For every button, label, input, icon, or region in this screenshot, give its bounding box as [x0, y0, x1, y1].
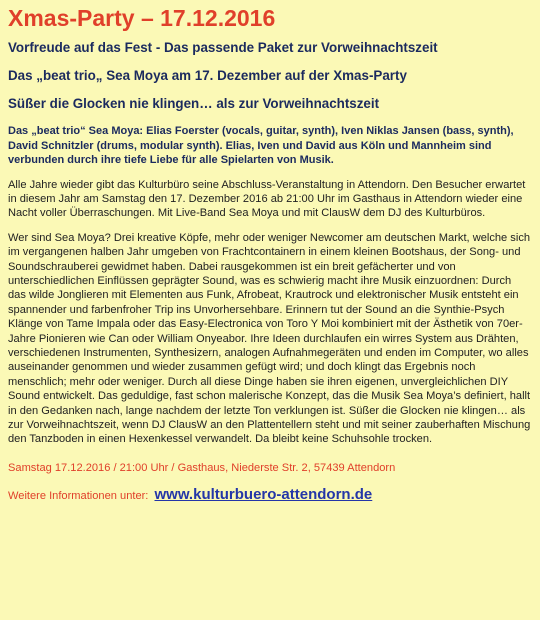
more-info-label: Weitere Informationen unter:	[8, 489, 149, 502]
paragraph-event: Alle Jahre wieder gibt das Kulturbüro seine Abschluss-Veranstaltung in Attendorn. Den Besucher erwartet in diesem Jahr am Samstag den 17. Dezember 2016 ab 21:00 Uhr im Gasthaus in Attendorn wieder eine Nacht voller Überraschungen. Mit Live-Band Sea Moya und mit ClausW dem DJ des Kulturbüros.	[8, 178, 526, 220]
page-title: Xmas-Party – 17.12.2016	[8, 5, 276, 31]
subheading-glocken: Süßer die Glocken nie klingen… als zur Vorweihnachtszeit	[8, 96, 380, 111]
event-details: Samstag 17.12.2016 / 21:00 Uhr / Gasthaus, Niederste Str. 2, 57439 Attendorn	[8, 461, 396, 474]
more-info	[8, 487, 532, 504]
paragraph-band-description: Wer sind Sea Moya? Drei kreative Köpfe, mehr oder weniger Newcomer am deutschen Markt, welche sich im vergangenen halben Jahr umgeben von Frachtcontainern in einem kleinen Bootshaus, der Song- und Soundschrauberei gewidmet haben. Dabei rausgekommen ist ein breit gefächerter und von unterschiedlichen Einflüssen geprägter Sound, was es schwierig macht ihre Musik einzuordnen: Durch das wilde Jonglieren mit Elementen aus Funk, Afrobeat, Krautrock und elektronischer Musik entsteht ein spannender und farbenfroher Trip ins Unvorhersehbare. Erinnern tut der Sound an die Synthie-Psych Klänge von Tame Impala oder das Easy-Electronica von Toro Y Moi kombiniert mit der Ästhetik von 70er-Jahre Pionieren wie Can oder William Onyeabor. Ihre Ideen durchlaufen ein wirres System aus Drähten, verschiedenen Instrumenten, Synthesizern, analogen Aufnahmegeräten und enden im Computer, wo alles auseinander genommen und wieder zusammen gefügt wird; und doch klingt das Ergebnis noch menschlich; mehr oder weniger. Durch all diese Dinge haben sie ihren eigenen, unvergleichlichen DIY Sound entwickelt. Das geduldige, fast schon malerische Konzept, das die Musik Sea Moya’s definiert, hallt in den Gedanken nach, lange nachdem der letzte Ton verklungen ist. Süßer die Glocken nie klingen… als zur Vorweihnachtszeit, wenn DJ ClausW an den Plattentellern steht und mit seiner zauberhaften Mischung den Tanzboden in einen Hexenkessel verwandelt. Da bleibt keine Schuhsohle trocken.	[8, 231, 531, 446]
band-intro: Das „beat trio“ Sea Moya: Elias Foerster (vocals, guitar, synth), Iven Niklas Jansen (bass, synth), David Schnitzler (drums, modular synth). Elias, Iven und David aus Köln und Mannheim sind verbunden durch ihre tiefe Liebe für alle Spielarten von Musik.	[8, 125, 514, 166]
website-link[interactable]: www.kulturbuero-attendorn.de	[154, 485, 373, 503]
subheading-vorfreude: Vorfreude auf das Fest - Das passende Paket zur Vorweihnachtszeit	[8, 40, 438, 55]
subheading-beat-trio: Das „beat trio„ Sea Moya am 17. Dezember auf der Xmas-Party	[8, 68, 407, 83]
